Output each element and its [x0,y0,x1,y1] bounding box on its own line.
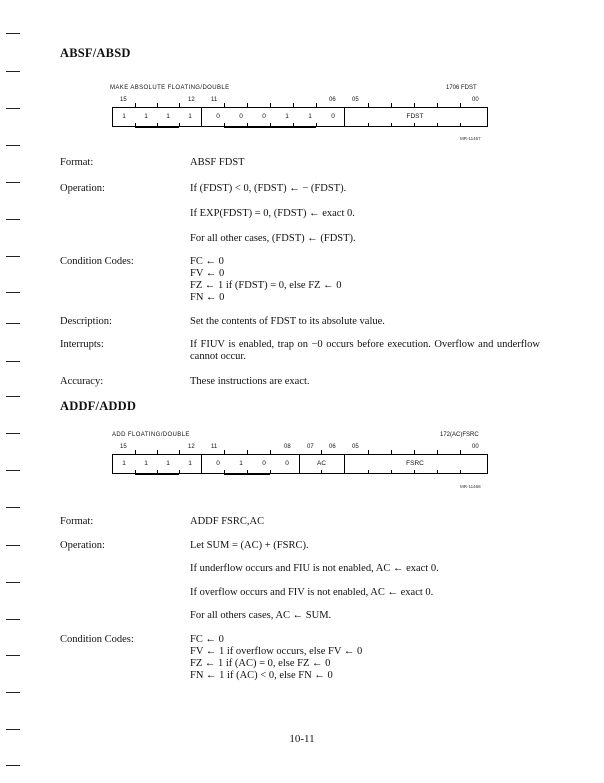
margin-tick [6,470,20,471]
margin-tick [6,582,20,583]
bit-number: 00 [472,444,479,450]
diagram-title: ADD FLOATING/DOUBLE [112,432,190,438]
bit-tick [157,103,158,108]
page-number: 10-11 [289,733,315,745]
operation-line: If underflow occurs and FIU is not enabled, AC ← exact 0. [190,563,439,574]
interrupts-value: If FIUV is enabled, trap on −0 occurs before execution. Overflow and underflow cannot occur. [190,339,540,362]
condition-code-line: FC ← 0 [190,256,224,267]
bit-cell: 1 [122,113,126,120]
margin-tick [6,323,20,324]
bit-number: 07 [307,444,314,450]
bit-cell: 0 [239,113,243,120]
condition-code-line: FC ← 0 [190,634,224,645]
bit-tick [368,123,369,127]
bit-tick [270,103,271,108]
condition-code-line: FZ ← 1 if (AC) = 0, else FZ ← 0 [190,658,331,669]
bit-tick [157,450,158,455]
bit-number: 11 [211,97,218,103]
margin-tick [6,361,20,362]
condition-code-line: FZ ← 1 if (FDST) = 0, else FZ ← 0 [190,280,342,291]
bit-cell: 1 [166,113,170,120]
bit-tick [293,103,294,108]
margin-tick [6,256,20,257]
margin-tick [6,655,20,656]
bit-tick [224,450,225,455]
condition-code-line: FN ← 1 if (AC) < 0, else FN ← 0 [190,670,333,681]
bit-cell: 0 [216,113,220,120]
operation-line: Let SUM = (AC) + (FSRC). [190,540,309,551]
diagram-title: MAKE ABSOLUTE FLOATING/DOUBLE [110,85,230,91]
bit-tick [368,470,369,474]
margin-tick [6,33,20,34]
bit-tick [460,103,461,108]
mr-number: MR-11468 [460,484,481,489]
bit-tick [316,123,317,127]
bit-number: 11 [211,444,218,450]
bit-tick [179,450,180,455]
bit-tick [460,470,461,474]
margin-tick [6,396,20,397]
format-label: Format: [60,516,94,527]
condition-code-line: FV ← 1 if overflow occurs, else FV ← 0 [190,646,363,657]
bit-cell: 1 [144,460,148,467]
field-separator [201,455,202,473]
bit-tick [135,103,136,108]
mr-number: MR-11467 [460,136,481,141]
margin-tick [6,108,20,109]
bit-number: 12 [188,97,195,103]
bit-tick [316,103,317,108]
field-separator [344,108,345,126]
bit-tick [391,470,392,474]
group-underline [135,474,179,475]
condition-code-line: FV ← 0 [190,268,225,279]
bit-tick [224,103,225,108]
bit-tick [437,123,438,127]
margin-tick [6,507,20,508]
operation-line: If EXP(FDST) = 0, (FDST) ← exact 0. [190,208,355,219]
bit-tick [437,470,438,474]
bit-tick [179,123,180,127]
bit-number: 15 [120,444,127,450]
format-value: ADDF FSRC,AC [190,516,265,527]
bit-cell: 0 [262,113,266,120]
bit-number: 00 [472,97,479,103]
group-underline [224,474,270,475]
group-underline [135,127,179,128]
field-cell-fsrc: FSRC [406,460,424,467]
bit-tick [460,450,461,455]
bit-tick [414,123,415,127]
bit-number: 05 [352,444,359,450]
bit-cell: 0 [262,460,266,467]
field-separator [344,455,345,473]
accuracy-value: These instructions are exact. [190,376,310,387]
operation-line: If (FDST) < 0, (FDST) ← − (FDST). [190,183,347,194]
bit-tick [391,450,392,455]
bit-tick [247,103,248,108]
bit-tick [270,450,271,455]
margin-tick [6,292,20,293]
bit-tick [179,470,180,474]
margin-tick [6,619,20,620]
bit-tick [179,103,180,108]
bit-cell: 1 [144,113,148,120]
margin-tick [6,182,20,183]
field-cell-fdst: FDST [406,113,424,120]
bit-cell: 1 [122,460,126,467]
field-cell-ac: AC [316,460,327,467]
bit-number: 06 [329,97,336,103]
margin-tick [6,219,20,220]
bit-cell: 1 [239,460,243,467]
operation-line: If overflow occurs and FIV is not enabled, AC ← exact 0. [190,587,434,598]
margin-tick [6,692,20,693]
condition-codes-label: Condition Codes: [60,256,134,267]
condition-codes-label: Condition Codes: [60,634,134,645]
bit-cell: 1 [166,460,170,467]
field-separator [201,108,202,126]
format-label: Format: [60,157,94,168]
operation-line: For all other cases, (FDST) ← (FDST). [190,233,356,244]
description-value: Set the contents of FDST to its absolute value. [190,316,385,327]
bit-tick [414,470,415,474]
bit-tick [368,103,369,108]
bit-tick [391,123,392,127]
group-underline [224,127,316,128]
operation-label: Operation: [60,540,105,551]
field-separator [299,455,300,473]
bit-tick [414,450,415,455]
interrupts-label: Interrupts: [60,339,104,350]
bit-number: 12 [188,444,195,450]
operation-line: For all others cases, AC ← SUM. [190,610,332,621]
condition-code-line: FN ← 0 [190,292,225,303]
margin-tick [6,765,20,766]
bit-cell: 0 [331,113,335,120]
bit-tick [321,470,322,474]
operation-label: Operation: [60,183,105,194]
bit-cell: 0 [216,460,220,467]
diagram-opcode: 172(AC)FSRC [440,432,479,438]
bit-tick [391,103,392,108]
margin-tick [6,545,20,546]
margin-tick [6,729,20,730]
format-value: ABSF FDST [190,157,245,168]
margin-tick [6,145,20,146]
bit-tick [247,450,248,455]
accuracy-label: Accuracy: [60,376,104,387]
bit-tick [368,450,369,455]
margin-tick [6,433,20,434]
bit-number: 08 [284,444,291,450]
bit-cell: 1 [308,113,312,120]
bit-tick [321,450,322,455]
bit-tick [270,470,271,474]
bit-cell: 1 [285,113,289,120]
bit-number: 06 [329,444,336,450]
bit-number: 05 [352,97,359,103]
bit-cell: 1 [188,113,192,120]
bit-tick [460,123,461,127]
bit-tick [437,103,438,108]
instruction-word-box [112,454,488,474]
bit-cell: 1 [188,460,192,467]
bit-cell: 0 [285,460,289,467]
bit-tick [135,450,136,455]
section-heading-absf: ABSF/ABSD [60,46,131,60]
instruction-word-box [112,107,488,127]
section-heading-addf: ADDF/ADDD [60,399,137,413]
diagram-opcode: 1706 FDST [446,85,477,91]
bit-number: 15 [120,97,127,103]
bit-tick [437,450,438,455]
margin-tick [6,71,20,72]
bit-tick [414,103,415,108]
description-label: Description: [60,316,112,327]
